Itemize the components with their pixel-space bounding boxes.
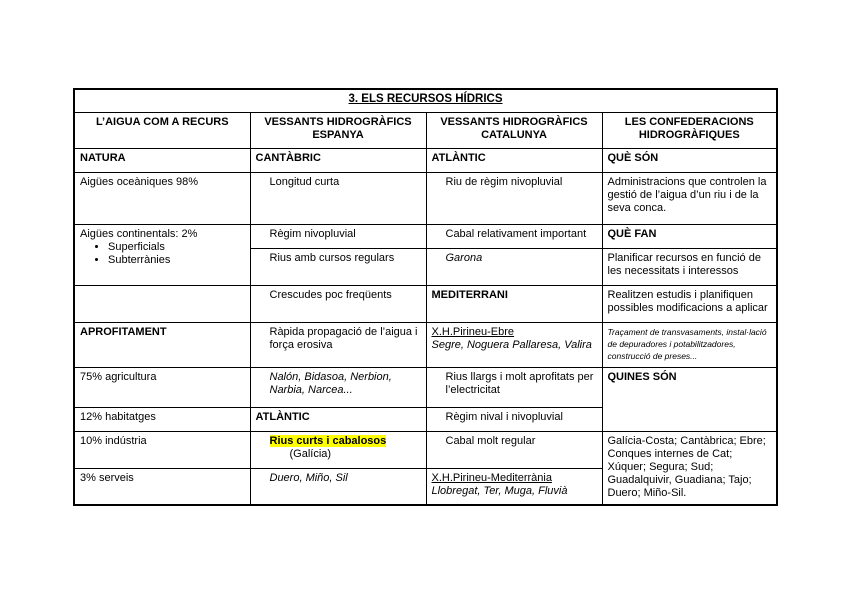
rius-ebre: Segre, Noguera Pallaresa, Valira xyxy=(431,339,592,351)
cell-quines: QUINES SÓN xyxy=(602,368,777,432)
cell-natura: NATURA xyxy=(74,149,250,173)
cell-cantabric: CANTÀBRIC xyxy=(250,149,426,173)
cell-habitatges: 12% habitatges xyxy=(74,408,250,432)
header-espanya: VESSANTS HIDROGRÀFICS ESPANYA xyxy=(250,113,426,149)
cell-cabal-reg: Cabal molt regular xyxy=(426,432,602,469)
table-row xyxy=(74,432,777,469)
table-title-cell xyxy=(74,89,777,113)
cell-atlantic-cat: ATLÀNTIC xyxy=(426,149,602,173)
cell-rius-cant: Nalón, Bidasoa, Nerbion, Narbia, Narcea... xyxy=(250,368,426,408)
cell-llista: Galícia-Costa; Cantàbrica; Ebre; Conques internes de Cat; Xúquer; Segura; Sud; Guadalquivir, Guadiana; Tajo; Duero; Miño-Sil. xyxy=(602,432,777,505)
cell-riu-regim: Riu de règim nivopluvial xyxy=(426,173,602,225)
list-item: • Subterrànies xyxy=(108,254,245,267)
table-row xyxy=(74,149,777,173)
cell-crescudes: Crescudes poc freqüents xyxy=(250,286,426,323)
table-row xyxy=(74,368,777,408)
cell-tracament: Traçament de transvasaments, instal·lació de depuradores i potabilitzadores, construcció de preses... xyxy=(602,323,777,368)
list-item: • Superficials xyxy=(108,241,245,254)
llargs-text: Rius llargs i molt aprofitats per l’electricitat xyxy=(445,371,594,396)
cell-mediterrani: MEDITERRANI xyxy=(426,286,602,323)
xh-ebre-label: X.H.Pirineu-Ebre xyxy=(431,326,515,338)
cell-planificar: Planificar recursos en funció de les necessitats i interessos xyxy=(602,249,777,286)
cell-longitud: Longitud curta xyxy=(250,173,426,225)
table-row xyxy=(74,173,777,225)
cell-continentals xyxy=(74,225,250,286)
cell-propagacio: Ràpida propagació de l’aigua i força erosiva xyxy=(250,323,426,368)
continentals-list xyxy=(80,241,245,267)
cell-atlantic-esp: ATLÀNTIC xyxy=(250,408,426,432)
cell-rius-atl: Duero, Miño, Sil xyxy=(250,469,426,505)
cell-xh-ebre xyxy=(426,323,602,368)
cell-aprofitament: APROFITAMENT xyxy=(74,323,250,368)
table-row xyxy=(74,286,777,323)
cell-cursos: Rius amb cursos regulars xyxy=(250,249,426,286)
table-row xyxy=(74,323,777,368)
water-resources-table xyxy=(73,88,778,506)
cell-admin: Administracions que controlen la gestió de l’aigua d’un riu i de la seva conca. xyxy=(602,173,777,225)
table-title: 3. ELS RECURSOS HÍDRICS xyxy=(348,93,503,105)
cell-llargs xyxy=(426,368,602,408)
cell-garona: Garona xyxy=(426,249,602,286)
title-row xyxy=(74,89,777,113)
cell-serveis: 3% serveis xyxy=(74,469,250,505)
cell-xh-med xyxy=(426,469,602,505)
curts-highlight: Rius curts i cabalosos xyxy=(269,435,387,447)
header-catalunya: VESSANTS HIDROGRÀFICS CATALUNYA xyxy=(426,113,602,149)
cell-nival: Règim nival i nivopluvial xyxy=(426,408,602,432)
table-row xyxy=(74,225,777,249)
cell-industria: 10% indústria xyxy=(74,432,250,469)
galicia-label: (Galícia) xyxy=(289,448,332,460)
cell-regim: Règim nivopluvial xyxy=(250,225,426,249)
rius-med: Llobregat, Ter, Muga, Fluvià xyxy=(431,485,568,497)
cell-agricultura: 75% agricultura xyxy=(74,368,250,408)
cell-estudis: Realitzen estudis i planifiquen possibles modificacions a aplicar xyxy=(602,286,777,323)
cell-empty xyxy=(74,286,250,323)
cell-que-fan: QUÈ FAN xyxy=(602,225,777,249)
header-confederacions: LES CONFEDERACIONS HIDROGRÀFIQUES xyxy=(602,113,777,149)
cell-oceans: Aigües oceàniques 98% xyxy=(74,173,250,225)
cell-cabal-rel: Cabal relativament important xyxy=(426,225,602,249)
xh-med-label: X.H.Pirineu-Mediterrània xyxy=(431,472,552,484)
cell-curts xyxy=(250,432,426,469)
header-recurs: L’AIGUA COM A RECURS xyxy=(74,113,250,149)
cell-que-son: QUÈ SÓN xyxy=(602,149,777,173)
continentals-label: Aigües continentals: 2% xyxy=(80,228,198,240)
header-row xyxy=(74,113,777,149)
